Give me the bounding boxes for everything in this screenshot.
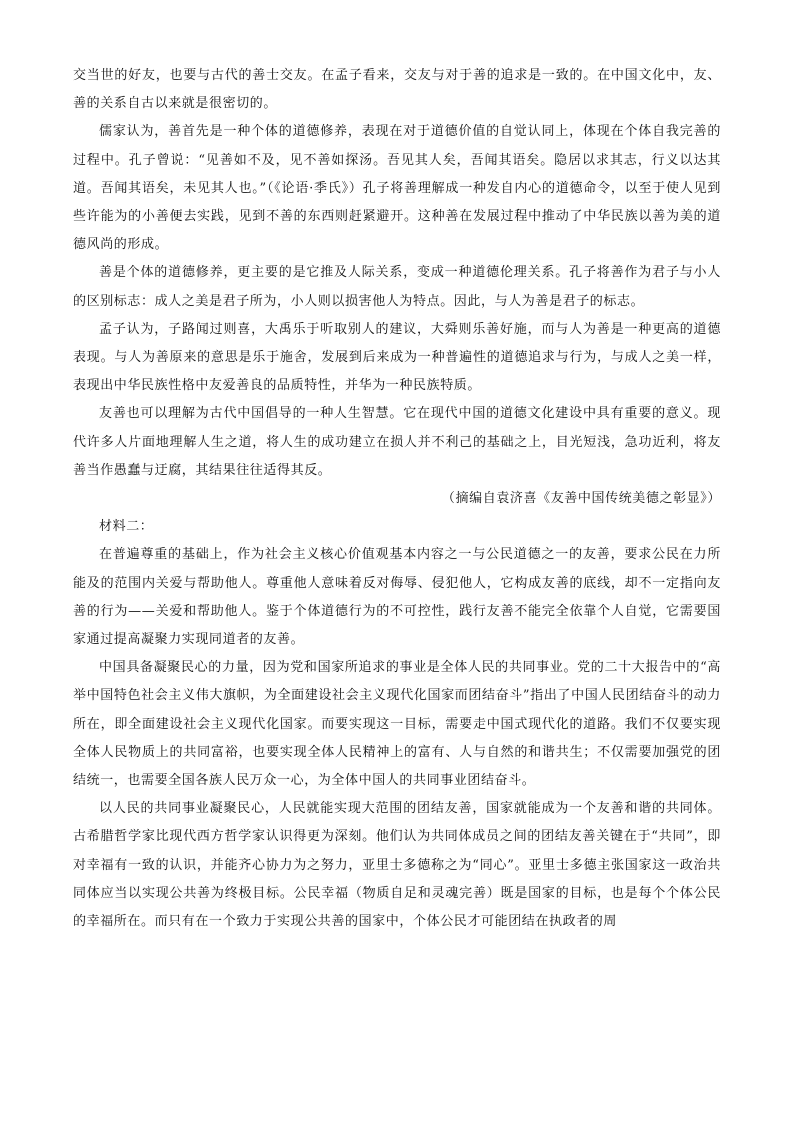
paragraph-confucian-view: 儒家认为，善首先是一种个体的道德修养，表现在对于道德价值的自觉认同上，体现在个体自我完善的过程中。孔子曾说：“见善如不及，见不善如探汤。吾见其人矣，吾闻其语矣。隐居以求其志，行义以达其道。吾闻其语矣，未见其人也。”（《论语·季氏》）孔子将善理解成一种发自内心的道德命令，以至于使人见到些许能为的小善便去实践，见到不善的东西则赶紧避开。这种善在发展过程中推动了中华民族以善为美的道德风尚的形成。 — [73, 124, 721, 253]
material2-heading: 材料二： — [99, 519, 154, 535]
source-citation: （摘编自袁济喜《友善中国传统美德之彰显》） — [441, 491, 721, 507]
paragraph-life-wisdom: 友善也可以理解为古代中国倡导的一种人生智慧。它在现代中国的道德文化建设中具有重要的意义。现代许多人片面地理解人生之道，将人生的成功建立在损人并不利己的基础之上，目光短浅，急功近利，将友善当作愚蠢与迂腐，其结果往往适得其反。 — [73, 406, 721, 478]
paragraph-common-cause: 以人民的共同事业凝聚民心，人民就能实现大范围的团结友善，国家就能成为一个友善和谐的共同体。古希腊哲学家比现代西方哲学家认识得更为深刻。他们认为共同体成员之间的团结友善关键在于“共同”，即对幸福有一致的认识，并能齐心协力为之努力，亚里士多德称之为“同心”。亚里士多德主张国家这一政治共同体应当以实现公共善为终极目标。公民幸福（物质自足和灵魂完善）既是国家的目标，也是每个个体公民的幸福所在。而只有在一个致力于实现公共善的国家中，个体公民才可能团结在执政者的周 — [73, 801, 721, 930]
document-body — [73, 62, 721, 936]
paragraph-continuation: 交当世的好友，也要与古代的善士交友。在孟子看来，交友与对于善的追求是一致的。在中国文化中，友、善的关系自古以来就是很密切的。 — [73, 68, 721, 112]
paragraph-mencius: 孟子认为，子路闻过则喜，大禹乐于听取别人的建议，大舜则乐善好施，而与人为善是一种更高的道德表现。与人为善原来的意思是乐于施舍，发展到后来成为一种普遍性的道德追求与行为，与成人之美一样，表现出中华民族性格中友爱善良的品质特性，并华为一种民族特质。 — [73, 321, 721, 394]
paragraph-interpersonal: 善是个体的道德修养，更主要的是它推及人际关系，变成一种道德伦理关系。孔子将善作为君子与小人的区别标志：成人之美是君子所为，小人则以损害他人为特点。因此，与人为善是君子的标志。 — [73, 265, 721, 309]
paragraph-cohesion: 中国具备凝聚民心的力量，因为党和国家所追求的事业是全体人民的共同事业。党的二十大报告中的“高举中国特色社会主义伟大旗帜，为全面建设社会主义现代化国家而团结奋斗”指出了中国人民团结奋斗的动力所在，即全面建设社会主义现代化国家。而要实现这一目标，需要走中国式现代化的道路。我们不仅要实现全体人民物质上的共同富裕，也要实现全体人民精神上的富有、人与自然的和谐共生；不仅需要加强党的团结统一，也需要全国各族人民万众一心，为全体中国人的共同事业团结奋斗。 — [73, 660, 721, 789]
paragraph-mutual-respect: 在普遍尊重的基础上，作为社会主义核心价值观基本内容之一与公民道德之一的友善，要求公民在力所能及的范围内关爱与帮助他人。尊重他人意味着反对侮辱、侵犯他人，它构成友善的底线，却不一定指向友善的行为——关爱和帮助他人。鉴于个体道德行为的不可控性，践行友善不能完全依靠个人自觉，它需要国家通过提高凝聚力实现同道者的友善。 — [73, 547, 721, 648]
